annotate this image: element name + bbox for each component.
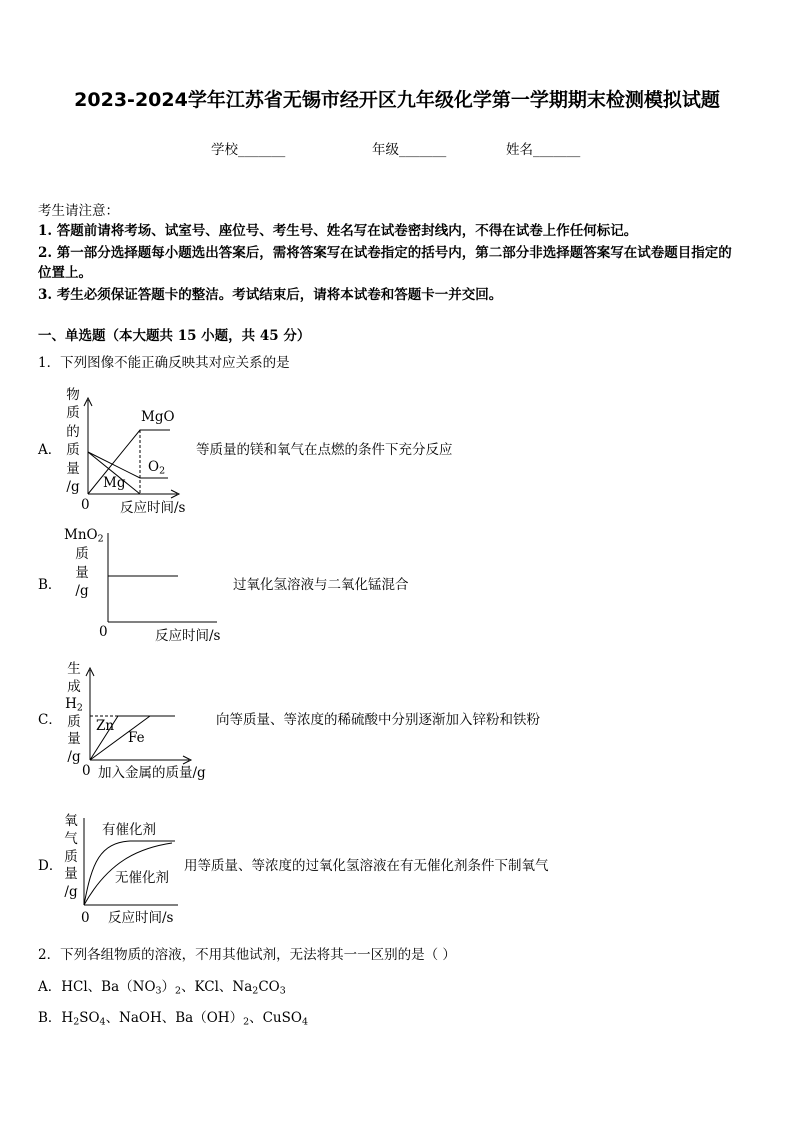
y-label-unit: /g xyxy=(75,583,89,599)
graph-d-y-label xyxy=(59,813,83,902)
question-1-stem: 1．下列图像不能正确反映其对应关系的是 xyxy=(38,355,290,371)
graph-a-origin: 0 xyxy=(81,497,90,513)
y-label-unit: /g xyxy=(64,884,78,900)
y-label-char: 质 xyxy=(66,442,80,459)
subscript: 2 xyxy=(76,702,83,714)
graph-a-y-label xyxy=(61,386,85,496)
question-2-option-b xyxy=(38,1010,308,1026)
y-label-char: 物 xyxy=(66,387,80,403)
text-segment: MnO xyxy=(64,527,98,543)
notice-line: 位置上。 xyxy=(38,265,92,281)
graph-a-x-arrow xyxy=(171,490,179,498)
subscript: 2 xyxy=(97,533,104,545)
text-segment: H xyxy=(61,1010,74,1026)
y-label-char: 质 xyxy=(66,405,80,422)
notice-line: 2. 第一部分选择题每小题选出答案后，需将答案写在试卷指定的括号内，第二部分非选择题答案写在试卷题目指定的 xyxy=(38,245,732,261)
section-heading: 一、单选题（本大题共 15 小题，共 45 分） xyxy=(38,328,311,344)
school-field: 学校_______ xyxy=(211,142,286,158)
graph-c-y-arrow xyxy=(86,668,94,676)
text-segment: 、KCl、Na xyxy=(181,979,253,995)
subscript: 4 xyxy=(99,1016,106,1028)
y-label-char: 量 xyxy=(64,866,78,883)
option-b-label: B． xyxy=(38,577,62,593)
y-label-char: 量 xyxy=(75,564,89,581)
graph-d-without-catalyst-label: 无催化剂 xyxy=(115,870,169,886)
graph-d-with-catalyst-label: 有催化剂 xyxy=(102,822,156,838)
graph-a-y-arrow xyxy=(84,398,92,406)
text-segment: ） xyxy=(161,979,176,995)
notice-line: 3. 考生必须保证答题卡的整洁。考试结束后，请将本试卷和答题卡一并交回。 xyxy=(38,287,503,303)
subscript: 4 xyxy=(301,1016,308,1028)
graph-a-mgo-label: MgO xyxy=(141,409,175,425)
grade-field: 年级_______ xyxy=(372,142,447,158)
option-a-label: A． xyxy=(38,442,62,458)
graph-b-y-label-formula xyxy=(64,527,104,543)
y-label-formula xyxy=(65,696,83,714)
page-title: 2023-2024学年江苏省无锡市经开区九年级化学第一学期期末检测模拟试题 xyxy=(74,89,720,111)
y-label-char: 量 xyxy=(67,731,81,748)
y-label-char: 质 xyxy=(67,713,81,730)
graph-d-x-label: 反应时间/s xyxy=(108,910,174,926)
text-segment: SO xyxy=(79,1010,100,1026)
graph-c-fe-label: Fe xyxy=(128,730,145,746)
y-label-unit: /g xyxy=(67,748,81,765)
option-d-description: 用等质量、等浓度的过氧化氢溶液在有无催化剂条件下制氧气 xyxy=(184,858,549,874)
graph-c-origin: 0 xyxy=(82,763,91,779)
graph-d-origin: 0 xyxy=(81,910,90,926)
name-field: 姓名_______ xyxy=(506,142,581,158)
y-label-char: 气 xyxy=(64,830,78,847)
graph-b-y-label xyxy=(70,545,94,601)
subscript: 2 xyxy=(73,1016,80,1028)
y-label-char: 成 xyxy=(67,678,81,695)
y-label-unit: /g xyxy=(66,479,80,496)
graph-c-x-arrow xyxy=(183,756,191,764)
graph-a-mg-label: Mg xyxy=(103,475,126,491)
notice-heading: 考生请注意： xyxy=(38,203,119,219)
y-label-char: 质 xyxy=(75,546,89,562)
graph-a-o2-label xyxy=(148,459,165,475)
subscript: 2 xyxy=(252,985,259,997)
option-label: A． xyxy=(38,979,62,995)
graph-a-x-label: 反应时间/s xyxy=(120,500,186,516)
option-formula xyxy=(61,1010,308,1026)
option-a-description: 等质量的镁和氧气在点燃的条件下充分反应 xyxy=(196,442,453,458)
question-2-stem: 2．下列各组物质的溶液，不用其他试剂，无法将其一一区别的是（ ） xyxy=(38,947,456,963)
y-label-char: 量 xyxy=(66,460,80,477)
option-label: B． xyxy=(38,1010,62,1026)
subscript: 3 xyxy=(155,985,162,997)
question-2-option-a xyxy=(38,979,286,995)
text-segment: H xyxy=(65,696,77,713)
option-c-description: 向等质量、等浓度的稀硫酸中分别逐渐加入锌粉和铁粉 xyxy=(216,712,540,728)
subscript: 2 xyxy=(175,985,182,997)
text-segment: 、NaOH、Ba（OH） xyxy=(105,1010,244,1026)
text-segment: O xyxy=(148,459,160,475)
graph-c-zn-label: Zn xyxy=(96,718,115,734)
text-segment: HCl、Ba（NO xyxy=(61,979,156,995)
subscript: 2 xyxy=(159,465,166,477)
graph-c-x-label: 加入金属的质量/g xyxy=(98,765,206,781)
graph-b-origin: 0 xyxy=(99,624,108,640)
y-label-char: 质 xyxy=(64,848,78,865)
subscript: 2 xyxy=(243,1016,250,1028)
text-segment: 、CuSO xyxy=(249,1010,302,1026)
y-label-char: 氧 xyxy=(64,813,78,829)
option-formula xyxy=(61,979,285,995)
graph-c-y-label xyxy=(62,661,86,767)
option-b-description: 过氧化氢溶液与二氧化锰混合 xyxy=(233,577,409,593)
option-c-label: C． xyxy=(38,712,62,728)
option-d-label: D． xyxy=(38,858,63,874)
graph-b-x-label: 反应时间/s xyxy=(155,628,221,644)
y-label-char: 的 xyxy=(66,423,80,440)
y-label-char: 生 xyxy=(67,661,81,677)
text-segment: CO xyxy=(258,979,280,995)
notice-line: 1. 答题前请将考场、试室号、座位号、考生号、姓名写在试卷密封线内，不得在试卷上作任何标记。 xyxy=(38,223,638,239)
subscript: 3 xyxy=(279,985,286,997)
